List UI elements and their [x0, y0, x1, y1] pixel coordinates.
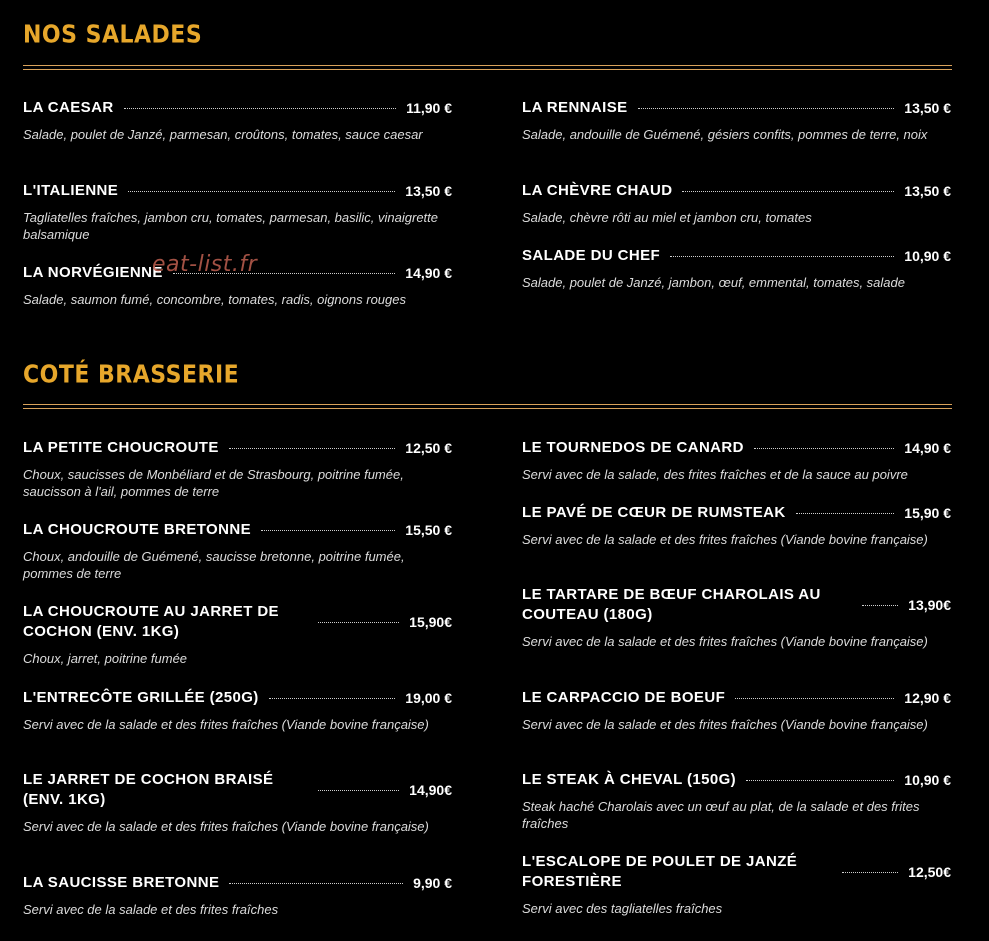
item-price: 12,90 € [904, 690, 951, 706]
item-price: 19,00 € [405, 690, 452, 706]
section-title: NOS SALADES [23, 20, 203, 50]
item-price: 14,90€ [409, 782, 452, 798]
item-price: 15,90€ [409, 614, 452, 630]
item-description: Salade, chèvre rôti au miel et jambon cru, tomates [522, 210, 812, 225]
item-description: Servi avec de la salade et des frites fraîches (Viande bovine française) [522, 717, 928, 732]
leader-dots [128, 191, 395, 192]
leader-dots [638, 108, 895, 109]
leader-dots [318, 622, 399, 623]
item-name: LA CAESAR [23, 99, 114, 116]
item-description: Servi avec de la salade et des frites fraîches [23, 902, 279, 917]
item-description: Servi avec de la salade et des frites fraîches (Viande bovine française) [23, 819, 429, 834]
leader-dots [862, 605, 898, 606]
item-name: SALADE DU CHEF [522, 247, 661, 264]
item-description: Servi avec des tagliatelles fraîches [522, 901, 723, 916]
menu-item [522, 688, 951, 733]
leader-dots [229, 448, 396, 449]
leader-dots [754, 448, 894, 449]
item-price: 12,50€ [908, 864, 951, 880]
menu-item [522, 852, 951, 917]
item-description: Choux, saucisses de Monbéliard et de Strasbourg, poitrine fumée, saucisson à l'ail, pommes de terre [23, 467, 404, 499]
item-name: LE CARPACCIO DE BOEUF [522, 689, 726, 706]
item-name: LE TOURNEDOS DE CANARD [522, 439, 744, 456]
item-description: Servi avec de la salade et des frites fraîches (Viande bovine française) [522, 634, 928, 649]
item-name: LA CHOUCROUTE AU JARRET DE COCHON (ENV. 1KG) [23, 603, 279, 640]
menu-item [23, 520, 452, 582]
menu-item [23, 602, 452, 667]
item-price: 10,90 € [904, 772, 951, 788]
menu-item [522, 181, 951, 226]
leader-dots [318, 790, 399, 791]
item-description: Choux, andouille de Guémené, saucisse bretonne, poitrine fumée, pommes de terre [23, 549, 405, 581]
menu-item [522, 246, 951, 291]
item-description: Salade, poulet de Janzé, jambon, œuf, emmental, tomates, salade [522, 275, 905, 290]
item-description: Choux, jarret, poitrine fumée [23, 651, 188, 666]
item-price: 15,50 € [405, 522, 452, 538]
item-name: LA CHÈVRE CHAUD [522, 182, 673, 199]
leader-dots [842, 872, 898, 873]
item-price: 13,50 € [904, 183, 951, 199]
section-brasserie [23, 362, 952, 932]
item-name: LE TARTARE DE BŒUF CHAROLAIS AU COUTEAU (180G) [522, 586, 821, 623]
section-divider [23, 404, 952, 409]
item-price: 12,50 € [405, 440, 452, 456]
menu-item [522, 585, 951, 650]
leader-dots [269, 698, 396, 699]
item-name: LA PETITE CHOUCROUTE [23, 439, 219, 456]
menu-item [23, 181, 452, 243]
item-name: LE PAVÉ DE CŒUR DE RUMSTEAK [522, 504, 786, 521]
item-name: L'ESCALOPE DE POULET DE JANZÉ FORESTIÈRE [522, 853, 798, 890]
leader-dots [682, 191, 894, 192]
item-name: LE JARRET DE COCHON BRAISÉ (ENV. 1KG) [23, 771, 274, 808]
section-title: COTÉ BRASSERIE [23, 360, 240, 390]
item-description: Tagliatelles fraîches, jambon cru, tomates, parmesan, basilic, vinaigrette balsamique [23, 210, 438, 242]
item-name: L'ENTRECÔTE GRILLÉE (250G) [23, 689, 259, 706]
item-description: Servi avec de la salade, des frites fraîches et de la sauce au poivre [522, 467, 908, 482]
menu-item [522, 98, 951, 143]
leader-dots [124, 108, 397, 109]
menu-item [522, 503, 951, 548]
item-price: 14,90 € [904, 440, 951, 456]
menu-item [23, 688, 452, 733]
item-price: 13,50 € [904, 100, 951, 116]
item-price: 15,90 € [904, 505, 951, 521]
item-description: Servi avec de la salade et des frites fraîches (Viande bovine française) [522, 532, 928, 547]
menu-item [23, 770, 452, 835]
item-price: 11,90 € [406, 100, 452, 116]
menu-item [522, 438, 951, 483]
item-price: 10,90 € [904, 248, 951, 264]
leader-dots [261, 530, 395, 531]
menu-item [522, 770, 951, 832]
item-price: 13,90€ [908, 597, 951, 613]
leader-dots [670, 256, 894, 257]
section-salades [23, 22, 952, 322]
item-name: LA RENNAISE [522, 99, 628, 116]
menu-item [23, 873, 452, 918]
item-price: 9,90 € [413, 875, 452, 891]
watermark: eat-list.fr [152, 252, 258, 277]
item-description: Salade, andouille de Guémené, gésiers confits, pommes de terre, noix [522, 127, 928, 142]
item-description: Salade, saumon fumé, concombre, tomates, radis, oignons rouges [23, 292, 406, 307]
leader-dots [735, 698, 894, 699]
leader-dots [229, 883, 403, 884]
menu-item [23, 98, 452, 143]
item-name: L'ITALIENNE [23, 182, 119, 199]
item-name: LA NORVÉGIENNE [23, 264, 163, 281]
section-divider [23, 65, 952, 70]
item-name: LA CHOUCROUTE BRETONNE [23, 521, 251, 538]
menu-item [23, 438, 452, 500]
leader-dots [796, 513, 895, 514]
item-description: Salade, poulet de Janzé, parmesan, croûtons, tomates, sauce caesar [23, 127, 423, 142]
item-description: Servi avec de la salade et des frites fraîches (Viande bovine française) [23, 717, 429, 732]
item-name: LE STEAK À CHEVAL (150G) [522, 771, 737, 788]
item-price: 14,90 € [405, 265, 452, 281]
leader-dots [746, 780, 894, 781]
item-price: 13,50 € [405, 183, 452, 199]
item-description: Steak haché Charolais avec un œuf au plat, de la salade et des frites fraîches [522, 799, 920, 831]
item-name: LA SAUCISSE BRETONNE [23, 874, 220, 891]
